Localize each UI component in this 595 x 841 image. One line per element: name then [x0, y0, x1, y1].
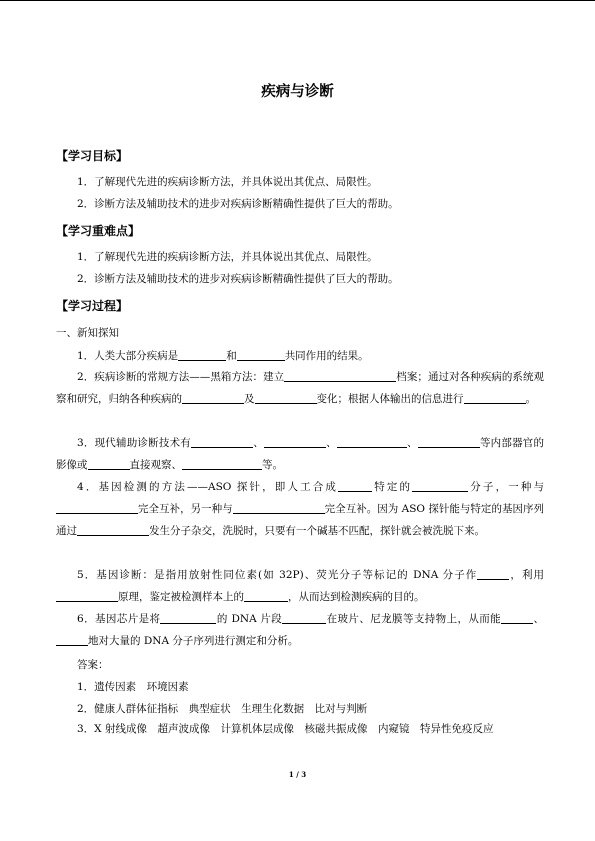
q5-text-b: ，利用	[509, 569, 545, 581]
q3-text-a: 3．现代辅助诊断技术有	[77, 437, 191, 449]
fill-blank	[255, 391, 317, 404]
q6-text-e: 地对大量的 DNA 分子序列进行测定和分析。	[88, 635, 299, 647]
q4-text-f: 发生分子杂交，洗脱时，只要有一个碱基不匹配，探针就会被洗脱下来。	[149, 525, 485, 537]
fill-blank	[464, 391, 526, 404]
fill-blank	[337, 435, 407, 448]
fill-blank	[284, 369, 396, 382]
q1-text-c: 共同作用的结果。	[284, 350, 369, 362]
q2-text-e: 。	[525, 393, 536, 405]
answers-label: 答案：	[77, 659, 109, 671]
key-points-heading: 【学习重难点】	[56, 224, 141, 238]
fill-blank	[477, 567, 509, 580]
fill-blank	[264, 435, 326, 448]
q3-text-e: 等内部器官的影像或	[56, 437, 545, 471]
q6-text-d: 、	[533, 613, 544, 625]
question-6	[56, 608, 544, 652]
answer-item-2: 2．健康人群体征指标 典型症状 生理生化数据 比对与判断	[77, 703, 368, 715]
fill-blank	[338, 479, 372, 492]
fill-blank	[418, 435, 480, 448]
fill-blank	[77, 523, 149, 536]
fill-blank	[191, 435, 253, 448]
q2-text-b: 档案；通过对各种疾病的系统观察和研究，归纳各种疾病的	[56, 371, 545, 405]
process-subheading: 一、新知探知	[56, 327, 119, 339]
key-point-item-1: 1．了解现代先进的疾病诊断方法，并具体说出其优点、局限性。	[77, 251, 378, 263]
goals-heading: 【学习目标】	[56, 149, 129, 163]
question-3	[56, 432, 544, 476]
fill-blank	[88, 457, 130, 470]
question-5	[56, 564, 544, 608]
fill-blank	[233, 501, 325, 514]
question-1	[77, 348, 369, 363]
q2-text-c: 及	[244, 393, 255, 405]
q4-text-d: 完全互补，另一种与	[138, 503, 233, 515]
question-2	[56, 366, 544, 410]
fill-blank	[56, 633, 88, 646]
document-title: 疾病与诊断	[261, 84, 334, 100]
fill-blank	[501, 611, 533, 624]
q4-text-b: 特定的	[372, 481, 413, 493]
answer-item-3: 3．X 射线成像 超声波成像 计算机体层成像 核磁共振成像 内窥镜 特异性免疫反应	[77, 723, 494, 735]
q5-text-a: 5．基因诊断：是指用放射性同位素(如 32P)、荧光分子等标记的 DNA 分子作	[77, 569, 478, 581]
fill-blank	[182, 457, 262, 470]
fill-blank	[282, 611, 326, 624]
fill-blank	[182, 391, 244, 404]
q3-text-f: 直接观察、	[129, 459, 182, 471]
q4-text-e: 完全互补。因为 ASO 探针能与特定的基因序列通过	[56, 503, 545, 537]
q1-text-b: 和	[226, 350, 237, 362]
q3-text-b: 、	[252, 437, 264, 449]
answer-item-1: 1．遗传因素 环境因素	[77, 681, 189, 693]
key-point-item-2: 2．诊断方法及辅助技术的进步对疾病诊断精确性提供了巨大的帮助。	[77, 273, 399, 285]
fill-blank	[237, 348, 285, 361]
q5-text-d: ，从而达到检测疾病的目的。	[288, 591, 425, 603]
fill-blank	[244, 589, 288, 602]
q2-text-d: 变化；根据人体输出的信息进行	[316, 393, 464, 405]
fill-blank	[56, 589, 118, 602]
q3-text-c: 、	[325, 437, 337, 449]
q6-text-c: 在玻片、尼龙膜等支持物上，从而能	[326, 613, 502, 625]
q3-text-d: 、	[406, 437, 418, 449]
page-number: 1 / 3	[288, 770, 307, 779]
q3-text-g: 等。	[262, 459, 283, 471]
fill-blank	[178, 348, 226, 361]
q1-text-a: 1．人类大部分疾病是	[77, 350, 179, 362]
goal-item-2: 2．诊断方法及辅助技术的进步对疾病诊断精确性提供了巨大的帮助。	[77, 198, 399, 210]
fill-blank	[412, 479, 468, 492]
fill-blank	[160, 611, 216, 624]
q2-text-a: 2．疾病诊断的常规方法——黑箱方法：建立	[77, 371, 285, 383]
process-heading: 【学习过程】	[56, 299, 129, 313]
q4-text-a: 4．基因检测的方法——ASO 探针，即人工合成	[77, 481, 339, 493]
fill-blank	[56, 501, 138, 514]
question-4	[56, 476, 544, 542]
goal-item-1: 1．了解现代先进的疾病诊断方法，并具体说出其优点、局限性。	[77, 176, 378, 188]
q4-text-c: 分子，一种与	[468, 481, 545, 493]
q5-text-c: 原理，鉴定被检测样本上的	[118, 591, 244, 603]
q6-text-a: 6．基因芯片是将	[77, 613, 161, 625]
q6-text-b: 的 DNA 片段	[216, 613, 283, 625]
